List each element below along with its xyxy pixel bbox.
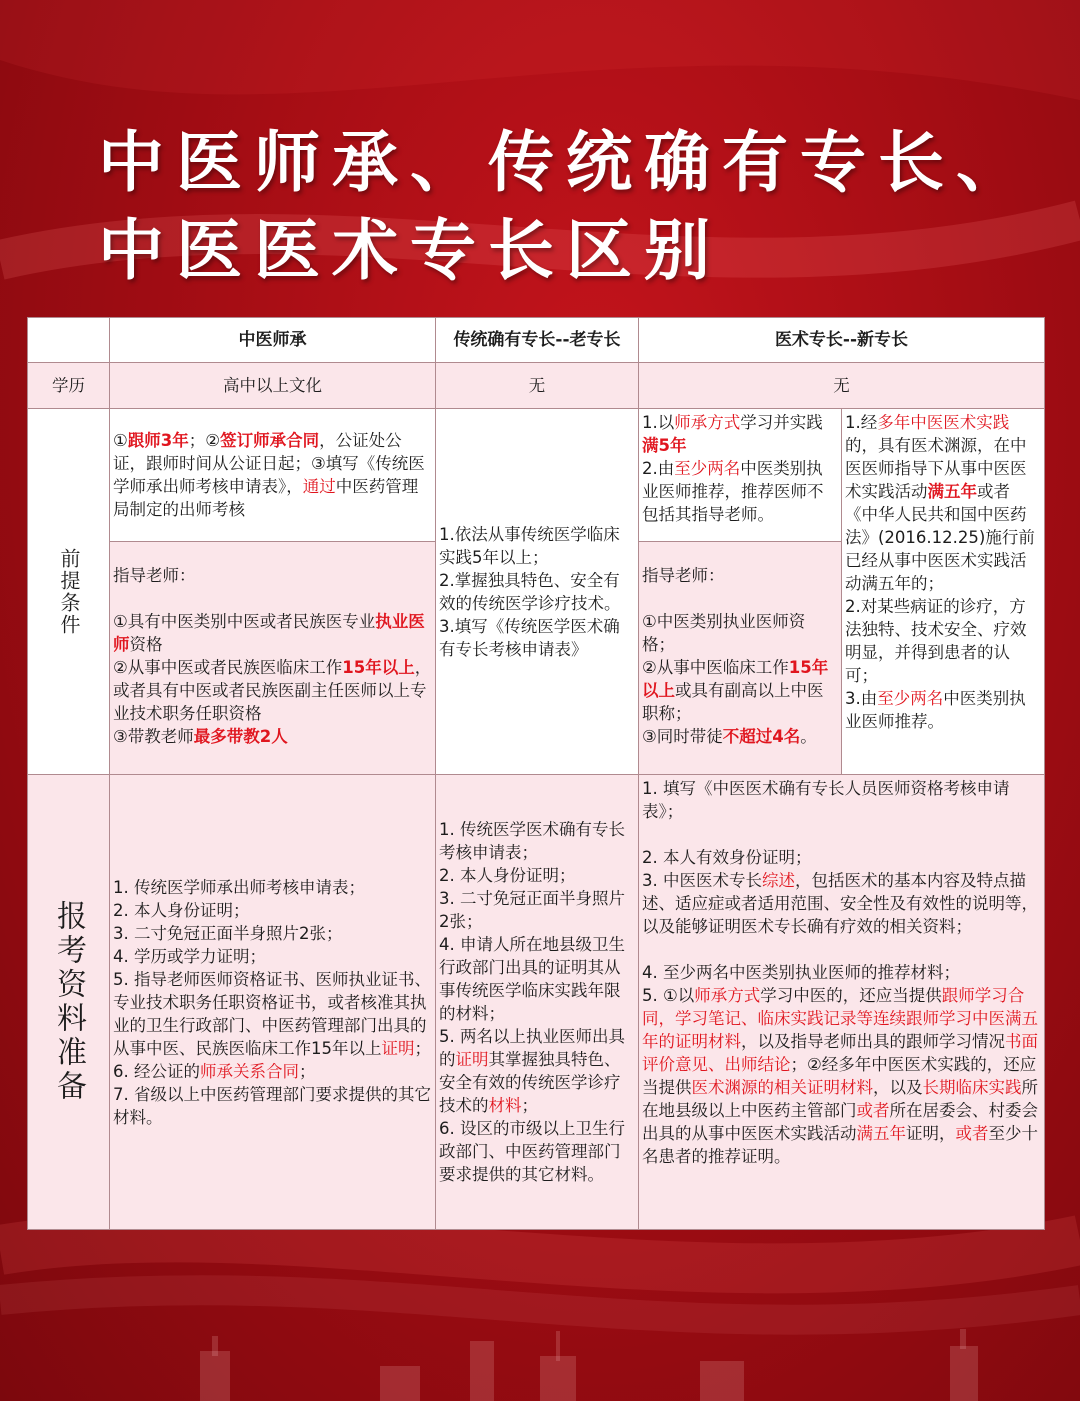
materials-new-list-item-6-run-1: 师承方式 bbox=[694, 986, 761, 1005]
materials-traditional-list-item bbox=[439, 1117, 635, 1186]
materials-new-list-item-6-run-11: 或者 bbox=[856, 1101, 890, 1120]
prereq-shicheng-teacher-list-item-0-run-1: 执业医师 bbox=[113, 612, 425, 654]
header-traditional: 传统确有专长--老专长 bbox=[436, 317, 639, 363]
materials-new-list-item-6-run-7: 医术渊源的相关证明材料 bbox=[691, 1078, 873, 1097]
prereq-shicheng-teacher-list-item-1-run-1: 15年以上 bbox=[342, 658, 415, 677]
materials-new-list-item bbox=[642, 846, 1041, 869]
materials-traditional-list-item bbox=[439, 818, 635, 864]
materials-new-list bbox=[642, 777, 1041, 1168]
materials-new-list-item-6-run-0: 5. ①以 bbox=[642, 986, 695, 1005]
materials-shicheng-list-item-4-run-0: 5. 指导老师医师资格证书、医师执业证书、专业技术职务任职资格证书，或者核准其执业的卫生行政部门、中医药管理部门出具的从事中医、民族医临床工作15年以上 bbox=[113, 969, 431, 1058]
prereq-new-teacher-list-item-0-run-0: ①中医类别执业医师资格； bbox=[642, 612, 806, 654]
materials-new-list-item-6-run-12: 所在居委会、村委会出具的从事中医医术实践活动 bbox=[642, 1101, 1038, 1143]
prereq-shicheng-teacher-list-item bbox=[113, 725, 432, 748]
prereq-new-shicheng-text-run-1: 师承方式 bbox=[674, 413, 741, 432]
city-skyline-decoration bbox=[0, 1311, 1080, 1401]
prereq-new-shicheng-text-run-6: 中医类别执业医师推荐，推荐医师不包括其指导老师。 bbox=[642, 459, 824, 524]
page-title bbox=[98, 118, 1034, 294]
prereq-new-teacher-list-item-2-run-2: 。 bbox=[800, 727, 817, 746]
spacer bbox=[642, 938, 1041, 961]
prereq-traditional bbox=[436, 409, 639, 775]
prereq-new-specialty-shicheng bbox=[639, 409, 842, 542]
prereq-shicheng-teacher-list-item bbox=[113, 656, 432, 725]
prereq-new-shicheng-text-run-0: 1.以 bbox=[642, 413, 675, 432]
header-corner bbox=[27, 317, 110, 363]
prereq-new-shicheng-text-run-4: 2.由 bbox=[642, 459, 675, 478]
list-item: 2.掌握独具特色、安全有效的传统医学诊疗技术。 bbox=[439, 570, 621, 613]
comparison-table bbox=[27, 317, 1045, 1230]
materials-traditional-list-item-1-run-0: 2. 本人身份证明； bbox=[439, 866, 576, 885]
materials-new-list-item-6-run-2: 学习中医的，还应当提供 bbox=[760, 986, 942, 1005]
prereq-shicheng-teacher-list bbox=[113, 610, 432, 748]
prereq-traditional-list bbox=[439, 523, 635, 661]
prereq-new-practice-text-run-2: 的，具有医术渊源，在中医医师指导下从事中医医术实践活动 bbox=[845, 436, 1027, 501]
education-new-specialty: 无 bbox=[639, 363, 1045, 409]
list-item: 1.依法从事传统医学临床实践5年以上； bbox=[439, 524, 620, 567]
prereq-shicheng-conditions-text-run-2: ；② bbox=[188, 431, 221, 450]
materials-new-list-item-6-run-14: 证明， bbox=[906, 1124, 956, 1143]
list-item: 3.填写《传统医学医术确有专长考核申请表》 bbox=[439, 616, 620, 659]
materials-new-list-item-3-run-2: ，包括医术的基本内容及特点描述、适应症或者适用范围、安全性及有效性的说明等，以及能够证明医术专长确有疗效的相关资料； bbox=[642, 871, 1038, 936]
prereq-new-practice-text-run-3: 满五年 bbox=[927, 482, 977, 501]
prereq-new-practice-text-run-1: 多年中医医术实践 bbox=[877, 413, 1010, 432]
materials-traditional-list-item-2-run-0: 3. 二寸免冠正面半身照片2张； bbox=[439, 889, 625, 931]
prereq-new-specialty-teacher bbox=[639, 542, 842, 775]
materials-shicheng-list-item bbox=[113, 1060, 432, 1083]
prereq-new-practice-text-run-4: 或者《中华人民共和国中医药法》(2016.12.25)施行前已经从事中医医术实践活动满五年的； 2.对某些病证的诊疗，方法独特、技术安全、疗效明显，并得到患者的认可； 3.由 bbox=[845, 482, 1035, 708]
materials-new-list-item-5-run-0: 4. 至少两名中医类别执业医师的推荐材料； bbox=[642, 963, 960, 982]
prereq-new-teacher-list-item-1-run-1: 15年以上 bbox=[642, 658, 829, 700]
materials-shicheng-list-item-5-run-2: ； bbox=[299, 1061, 316, 1081]
materials-new-list-item-6-run-8: ，以及 bbox=[873, 1078, 923, 1097]
prereq-new-teacher-list-item-1-run-0: ②从事中医临床工作 bbox=[642, 658, 789, 677]
prereq-shicheng-conditions-text-run-4: ，公证处公证，跟师时间从公证日起；③填写《传统医学师承出师考核申请表》， bbox=[113, 431, 425, 496]
prereq-new-practice-text bbox=[845, 411, 1041, 733]
row-label-materials bbox=[27, 775, 110, 1230]
education-shicheng: 高中以上文化 bbox=[110, 363, 436, 409]
materials-new-list-item-6-run-5: 书面评价意见、出师结论 bbox=[642, 1032, 1038, 1074]
materials-shicheng-list-item bbox=[113, 899, 432, 922]
materials-new-list-item-6-run-13: 满五年 bbox=[856, 1124, 906, 1143]
materials-traditional-list-item bbox=[439, 887, 635, 933]
prereq-shicheng-teacher-list-item-2-run-1: 最多带教2人 bbox=[193, 727, 288, 746]
materials-new-specialty bbox=[639, 775, 1045, 1230]
materials-traditional-list-item-4-run-4: ； bbox=[521, 1096, 538, 1115]
prereq-shicheng-teacher-title: 指导老师： bbox=[113, 566, 196, 585]
materials-new-list-item-3-run-0: 3. 中医医术专长 bbox=[642, 871, 762, 890]
materials-traditional-list-item-0-run-0: 1. 传统医学医术确有专长考核申请表； bbox=[439, 820, 625, 862]
materials-shicheng-list-item-0-run-0: 1. 传统医学师承出师考核申请表； bbox=[113, 877, 365, 897]
materials-shicheng bbox=[110, 775, 436, 1230]
prereq-new-teacher-list bbox=[642, 610, 838, 748]
materials-new-list-item bbox=[642, 984, 1041, 1168]
materials-new-list-item-0-run-0: 1. 填写《中医医术确有专长人员医师资格考核申请表》； bbox=[642, 779, 1010, 821]
prereq-shicheng-teacher bbox=[110, 542, 436, 775]
prereq-new-teacher-list-item-2-run-0: ③同时带徒 bbox=[642, 727, 723, 746]
materials-shicheng-list-item bbox=[113, 876, 432, 899]
materials-shicheng-list-item bbox=[113, 922, 432, 945]
prereq-new-teacher-list-item bbox=[642, 725, 838, 748]
materials-new-list-item-6-run-3: 跟师学习合同，学习笔记、临床实践记录等连续跟师学习中医满五年的证明材料 bbox=[642, 986, 1038, 1051]
materials-label: 报考资料准备 bbox=[51, 900, 86, 1104]
prereq-new-teacher-title: 指导老师： bbox=[642, 566, 725, 585]
materials-traditional-list-item bbox=[439, 933, 635, 1025]
materials-traditional-list-item-4-run-0: 5. 两名以上执业医师出具的 bbox=[439, 1027, 625, 1069]
materials-shicheng-list-item bbox=[113, 968, 432, 1060]
row-label-prerequisite bbox=[27, 409, 110, 775]
prereq-shicheng-conditions-text bbox=[113, 429, 432, 521]
prereq-shicheng-conditions bbox=[110, 409, 436, 542]
materials-new-list-item-6-run-10: 所在地县级以上中医药主管部门 bbox=[642, 1078, 1038, 1120]
prereq-shicheng-teacher-list-item-1-run-0: ②从事中医或者民族医临床工作 bbox=[113, 658, 343, 677]
materials-traditional bbox=[436, 775, 639, 1230]
materials-new-list-item-2-run-0: 2. 本人有效身份证明； bbox=[642, 848, 812, 867]
materials-new-list-item bbox=[642, 869, 1041, 938]
prereq-new-practice-text-run-5: 至少两名 bbox=[877, 689, 944, 708]
materials-new-list-item-6-run-6: ；②经多年中医医术实践的，还应当提供 bbox=[642, 1055, 1037, 1097]
materials-new-list-item-6-run-16: 至少十名患者的推荐证明。 bbox=[642, 1124, 1038, 1166]
materials-traditional-list-item-5-run-0: 6. 设区的市级以上卫生行政部门、中医药管理部门要求提供的其它材料。 bbox=[439, 1119, 625, 1184]
prereq-new-shicheng-text-run-5: 至少两名 bbox=[674, 459, 741, 478]
title-line-2: 中医医术专长区别 bbox=[98, 211, 722, 289]
prereq-shicheng-teacher-list-item-1-run-2: ，或者具有中医或者民族医副主任医师以上专业技术职务任职资格 bbox=[113, 658, 432, 723]
materials-traditional-list bbox=[439, 818, 635, 1186]
prereq-shicheng-teacher-list-item-2-run-0: ③带教老师 bbox=[113, 727, 194, 746]
materials-new-list-item-6-run-4: ，以及指导老师出具的跟师学习情况 bbox=[741, 1032, 1005, 1051]
header-new-specialty: 医术专长--新专长 bbox=[639, 317, 1045, 363]
materials-traditional-list-item-4-run-3: 材料 bbox=[488, 1096, 522, 1115]
materials-traditional-list-item-4-run-2: 其掌握独具特色、安全有效的传统医学诊疗技术的 bbox=[439, 1050, 621, 1115]
header-shicheng: 中医师承 bbox=[110, 317, 436, 363]
prereq-new-shicheng-text-run-3: 满5年 bbox=[642, 436, 687, 455]
prereq-new-specialty-practice bbox=[842, 409, 1045, 775]
prereq-new-teacher-list-item bbox=[642, 610, 838, 656]
prereq-shicheng-conditions-text-run-1: 跟师3年 bbox=[127, 431, 189, 450]
spacer bbox=[642, 823, 1041, 846]
materials-new-list-item-6-run-9: 长期临床实践 bbox=[922, 1078, 1022, 1097]
materials-shicheng-list-item-3-run-0: 4. 学历或学力证明； bbox=[113, 946, 266, 966]
prereq-new-teacher-list-item bbox=[642, 656, 838, 725]
materials-shicheng-list-item bbox=[113, 1083, 432, 1129]
materials-new-list-item bbox=[642, 961, 1041, 984]
materials-shicheng-list-item-4-run-2: ； bbox=[414, 1038, 431, 1058]
materials-traditional-list-item-3-run-0: 4. 申请人所在地县级卫生行政部门出具的证明其从事传统医学临床实践年限的材料； bbox=[439, 935, 625, 1023]
prereq-new-practice-text-run-0: 1.经 bbox=[845, 413, 878, 432]
materials-shicheng-list-item-2-run-0: 3. 二寸免冠正面半身照片2张； bbox=[113, 923, 343, 943]
prereq-new-shicheng-text bbox=[642, 411, 838, 526]
prereq-shicheng-conditions-text-run-0: ① bbox=[113, 431, 128, 450]
row-label-education: 学历 bbox=[27, 363, 110, 409]
title-line-1: 中医师承、传统确有专长、 bbox=[98, 123, 1034, 201]
prereq-shicheng-teacher-list-item bbox=[113, 610, 432, 656]
materials-shicheng-list-item-4-run-1: 证明 bbox=[381, 1038, 415, 1058]
materials-shicheng-list-item-5-run-1: 师承关系合同 bbox=[200, 1061, 299, 1081]
materials-traditional-list-item bbox=[439, 1025, 635, 1117]
materials-shicheng-list-item-6-run-0: 7. 省级以上中医药管理部门要求提供的其它材料。 bbox=[113, 1084, 431, 1127]
prereq-new-teacher-list-item-1-run-2: 或具有副高以上中医职称； bbox=[642, 681, 824, 723]
prereq-shicheng-conditions-text-run-6: 中医药管理局制定的出师考核 bbox=[113, 477, 419, 519]
prerequisite-label: 前提条件 bbox=[57, 547, 81, 636]
prereq-shicheng-conditions-text-run-3: 签订师承合同 bbox=[220, 431, 320, 450]
materials-shicheng-list-item-5-run-0: 6. 经公证的 bbox=[113, 1061, 200, 1081]
prereq-shicheng-teacher-list-item-0-run-0: ①具有中医类别中医或者民族医专业 bbox=[113, 612, 376, 631]
prereq-shicheng-teacher-list-item-0-run-2: 资格 bbox=[129, 635, 163, 654]
materials-traditional-list-item bbox=[439, 864, 635, 887]
prereq-new-teacher-list-item-2-run-1: 不超过4名 bbox=[722, 727, 801, 746]
prereq-new-shicheng-text-run-2: 学习并实践 bbox=[740, 413, 823, 432]
materials-shicheng-list bbox=[113, 876, 432, 1129]
education-traditional: 无 bbox=[436, 363, 639, 409]
materials-new-list-item-6-run-15: 或者 bbox=[955, 1124, 989, 1143]
materials-shicheng-list-item bbox=[113, 945, 432, 968]
materials-traditional-list-item-4-run-1: 证明 bbox=[455, 1050, 489, 1069]
prereq-shicheng-conditions-text-run-5: 通过 bbox=[302, 477, 336, 496]
materials-shicheng-list-item-1-run-0: 2. 本人身份证明； bbox=[113, 900, 250, 920]
prereq-new-practice-text-run-6: 中医类别执业医师推荐。 bbox=[845, 689, 1026, 731]
materials-new-list-item-3-run-1: 综述 bbox=[762, 871, 795, 890]
materials-new-list-item bbox=[642, 777, 1041, 823]
